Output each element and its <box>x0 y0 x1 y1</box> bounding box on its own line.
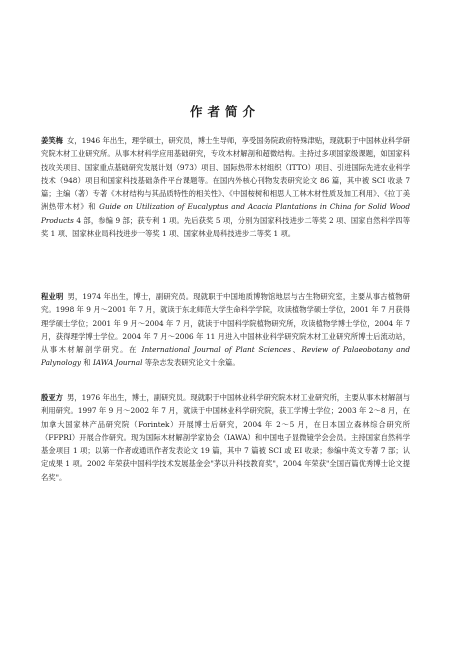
conjunction: 和 <box>81 358 93 368</box>
bio-text-cont: 等杂志发表研究论文十余篇。 <box>142 358 240 368</box>
journal-title: IAWA Journal <box>92 358 143 368</box>
author-name: 殷亚方 <box>41 393 63 402</box>
bio-text: 女，1946 年出生，理学硕士，研究员，博士生导师，享受国务院政府特殊津贴，现就职于中国林业科学研究院木材工业研究所。从事木材科学应用基础研究，专攻木材解剖和超微结构。主持过多项国家级课题，如国家科技攻关项目、国家重点基础研究发展计划（973）项目、国际热带木材组织（ITTO）项目、引进国际先进农业科学技术（948）项目和国家科技基础条件平台课题等。在国内外核心刊物发表研究论文 86 篇，其中被 SCI 收录 7 篇；主编（著）专著《木材结构与其品质特性的相关性》、《中国桉树和相思人工林木材性质及加工利用》、《拉丁美洲热带木材》和 <box>41 136 410 212</box>
bio-entry <box>41 290 410 370</box>
bio-entry <box>41 391 410 484</box>
book-title: Guide on Utilization of Eucalyptus and Acacia Plantations in China for Solid Wood Products <box>41 202 410 225</box>
journal-title: International Journal of Plant Sciences <box>141 345 292 355</box>
separator: 、 <box>291 345 302 355</box>
author-name: 程业明 <box>41 292 64 301</box>
bio-text-cont: 4 部，参编 9 部；获专利 1 项。先后获奖 5 项，分别为国家科技进步二等奖 2 项、国家自然科学四等奖 1 项、国家林业局科技进步一等奖 1 项、国家林业局科技进步二等奖 1 项。 <box>41 215 410 239</box>
author-name: 姜笑梅 <box>41 136 63 145</box>
bio-text: 男，1974 年出生，博士，副研究员。现就职于中国地质博物馆地层与古生物研究室，主要从事古植物研究。1998 年 9 月～2001 年 7 月，就读于东北师范大学生命科学学院，攻读植物学硕士学位，2001 年 7 月获得理学硕士学位；2001 年 9 月～2004 年 7 月，就读于中国科学院植物研究所，攻读植物学博士学位，2004 年 7 月，获得理学博士学位。2004 年 7 月～2006 年 11 月进入中国林业科学研究院木材工业研究所博士后流动站，从事木材解剖学研究。在 <box>41 292 411 355</box>
journal-title: Review of Palaeobotany and Palynology <box>41 345 410 368</box>
bio-text: 男，1976 年出生，博士，副研究员。现就职于中国林业科学研究院木材工业研究所，主要从事木材解剖与利用研究。1997 年 9 月～2002 年 7 月，就读于中国林业科学研究院，获工学博士学位；2003 年 2～8 月，在加拿大国家林产品研究院（Forintek）开展博士后研究，2004 年 2～5 月，在日本国立森林综合研究所（FFPRI）开展合作研究。现为国际木材解剖学家协会（IAWA）和中国电子显微镜学会会员。主持国家自然科学基金项目 1 项；以第一作者或通讯作者发表论文 19 篇，其中 7 篇被 SCI 或 EI 收录；参编中英文专著 7 部；认定成果 1 项。2002 年荣获中国科学技术发展基金会"茅以升科技教育奖"，2004 年荣获"全国百篇优秀博士论文提名奖"。 <box>41 393 410 482</box>
page-title: 作者简介 <box>189 104 260 119</box>
bio-entry <box>41 134 410 240</box>
